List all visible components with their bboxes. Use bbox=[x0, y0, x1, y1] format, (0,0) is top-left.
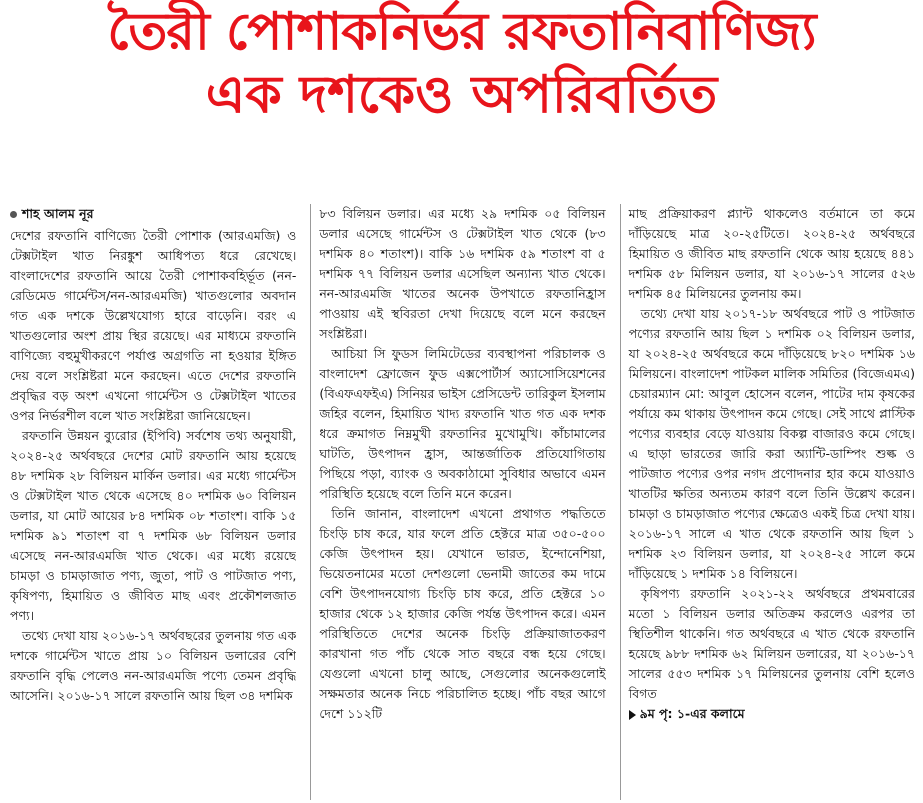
article-column-1 bbox=[10, 204, 296, 800]
author-name: শাহ আলম নূর bbox=[22, 206, 94, 221]
paragraph: ৮৩ বিলিয়ন ডলার। এর মধ্যে ২৯ দশমিক ০৫ বিলিয়ন ডলার এসেছে গার্মেন্টস ও টেক্সটাইল খাত থেকে (৮৩ দশমিক ৪০ শতাংশ)। বাকি ১৬ দশমিক ৫৯ শতাংশ বা ৫ দশমিক ৭৭ বিলিয়ন ডলার এসেছিল অন্যান্য খাত থেকে। নন-আরএমজি খাতের অনেক উপখাতে রফতানিহ্রাস পাওয়ায় এই স্থবিরতা দেখা দিয়েছে বলে মনে করছেন সংশ্লিষ্টরা। bbox=[319, 206, 606, 341]
bullet-icon bbox=[10, 211, 17, 218]
headline-line-1: তৈরী পোশাকনির্ভর রফতানিবাণিজ্য bbox=[107, 2, 816, 62]
article-body bbox=[10, 204, 915, 800]
headline bbox=[0, 4, 923, 124]
paragraph: আচিয়া সি ফুডস লিমিটেডের ব্যবস্থাপনা পরিচালক ও বাংলাদেশ ফ্রোজেন ফুড এক্সপোর্টার্স অ্যাসোসিয়েশনের (বিএফএফইএ) সিনিয়র ভাইস প্রেসিডেন্ট তারিকুল ইসলাম জহির বলেন, হিমায়িত খাদ্য রফতানি খাত গত এক দশক ধরে ক্রমাগত নিম্নমুখী রফতানির মুখোমুখি। কাঁচামালের ঘাটতি, উৎপাদন হ্রাস, আন্তর্জাতিক প্রতিযোগিতায় পিছিয়ে পড়া, ব্যাংক ও অবকাঠামো সুবিধার অভাবে এমন পরিস্থিতি হয়েছে বলে তিনি মনে করেন। bbox=[319, 346, 606, 501]
article-column-3 bbox=[620, 204, 915, 800]
paragraph: তথ্যে দেখা যায় ২০১৬-১৭ অর্থবছরের তুলনায় গত এক দশকে গার্মেন্টস খাতে প্রায় ১০ বিলিয়ন ডলারের বেশি রফতানি বৃদ্ধি পেলেও নন-আরএমজি পণ্যে তেমন প্রবৃদ্ধি আসেনি। ২০১৬-১৭ সালে রফতানি আয় ছিল ৩৪ দশমিক bbox=[10, 628, 297, 703]
continued-on-page bbox=[629, 704, 745, 724]
paragraph: রফতানি উন্নয়ন ব্যুরোর (ইপিবি) সর্বশেষ তথ্য অনুযায়ী, ২০২৪-২৫ অর্থবছরে দেশের মোট রফতানি আয় হয়েছে ৪৮ দশমিক ২৮ বিলিয়ন মার্কিন ডলার। এর মধ্যে গার্মেন্টস ও টেক্সটাইল খাত থেকে এসেছে ৪০ দশমিক ৬০ বিলিয়ন ডলার, যা মোট আয়ের ৮৪ দশমিক ০৮ শতাংশ। বাকি ১৫ দশমিক ৯১ শতাংশ বা ৭ দশমিক ৬৮ বিলিয়ন ডলার এসেছে নন-আরএমজি খাত থেকে। এর মধ্যে রয়েছে চামড়া ও চামড়াজাত পণ্য, জুতা, পাট ও পাটজাত পণ্য, কৃষিপণ্য, হিমায়িত ও জীবিত মাছ এবং প্রকৌশলজাত পণ্য। bbox=[10, 428, 297, 623]
paragraph: দেশের রফতানি বাণিজ্যে তৈরী পোশাক (আরএমজি) ও টেক্সটাইল খাত নিরঙ্কুশ আধিপত্য ধরে রেখেছে। বাংলাদেশের রফতানি আয়ে তৈরী পোশাকবহির্ভূত (নন-রেডিমেড গার্মেন্টস/নন-আরএমজি) খাতগুলোর অবদান গত এক দশকে উল্লেখযোগ্য হারে বাড়েনি। বরং এ খাতগুলোর অংশ প্রায় স্থির রয়েছে। এর মাধ্যমে রফতানি বাণিজ্যে বহুমুখীকরণে পর্যাপ্ত অগ্রগতি না হওয়ার ইঙ্গিত দেয় বলে সংশ্লিষ্টরা মনে করছেন। এতে দেশের রফতানি প্রবৃদ্ধির বড় অংশ এখনো গার্মেন্টস ও টেক্সটাইল খাতের ওপর নির্ভরশীল বলে খাত সংশ্লিষ্টরা জানিয়েছেন। bbox=[10, 228, 297, 423]
paragraph: মাছ প্রক্রিয়াকরণ প্ল্যান্ট থাকলেও বর্তমানে তা কমে দাঁড়িয়েছে মাত্র ২০-২৫টিতে। ২০২৪-২৫ অর্থবছরে হিমায়িত ও জীবিত মাছ রফতানি থেকে আয় হয়েছে ৪৪১ দশমিক ৫৮ মিলিয়ন ডলার, যা ২০১৬-১৭ সালের ৫২৬ দশমিক ৪৫ মিলিয়নের তুলনায় কম। bbox=[628, 206, 915, 301]
arrow-right-icon bbox=[629, 710, 636, 720]
paragraph: তথ্যে দেখা যায় ২০১৭-১৮ অর্থবছরে পাট ও পাটজাত পণ্যের রফতানি আয় ছিল ১ দশমিক ০২ বিলিয়ন ডলার, যা ২০২৪-২৫ অর্থবছরে কমে দাঁড়িয়েছে ৮২০ দশমিক ১৬ মিলিয়নে। বাংলাদেশ পাটকল মালিক সমিতির (বিজেএমএ) চেয়ারম্যান মো: আবুল হোসেন বলেন, পাটের দাম কৃষকের পর্যায়ে কম থাকায় উৎপাদন কমে গেছে। সেই সাথে প্লাস্টিক পণ্যের ব্যবহার বেড়ে যাওয়ায় বিকল্প বাজারও কমে গেছে। এ ছাড়া ভারতের জারি করা অ্যান্টি-ডাম্পিং শুল্ক ও পাটজাত পণ্যের ওপর নগদ প্রণোদনার হার কমে যাওয়াও খাতটির ক্ষতির অন্যতম কারণ বলে তিনি উল্লেখ করেন। চামড়া ও চামড়াজাত পণ্যের ক্ষেত্রেও একই চিত্র দেখা যায়। ২০১৬-১৭ সালে এ খাত থেকে রফতানি আয় ছিল ১ দশমিক ২৩ বিলিয়ন ডলার, যা ২০২৪-২৫ সালে কমে দাঁড়িয়েছে ১ দশমিক ১৪ বিলিয়নে। bbox=[628, 306, 915, 581]
paragraph: তিনি জানান, বাংলাদেশ এখনো প্রথাগত পদ্ধতিতে চিংড়ি চাষ করে, যার ফলে প্রতি হেক্টরে মাত্র ৩৫০-৫০০ কেজি উৎপাদন হয়। যেখানে ভারত, ইন্দোনেশিয়া, ভিয়েতনামের মতো দেশগুলো ভেনামী জাতের কম দামে বেশি উৎপাদনযোগ্য চিংড়ি চাষ করে, প্রতি হেক্টরে ১০ হাজার থেকে ১২ হাজার কেজি পর্যন্ত উৎপাদন করে। এমন পরিস্থিতিতে দেশের অনেক চিংড়ি প্রক্রিয়াজাতকরণ কারখানা গত পাঁচ থেকে সাত বছরে বন্ধ হয়ে গেছে। যেগুলো এখনো চালু আছে, সেগুলোর অনেকগুলোই সক্ষমতার অনেক নিচে পরিচালিত হচ্ছে। পাঁচ বছর আগে দেশে ১১২টি bbox=[319, 506, 606, 721]
byline bbox=[10, 204, 296, 224]
article-column-2 bbox=[310, 204, 605, 800]
headline-line-2: এক দশকেও অপরিবর্তিত bbox=[205, 65, 718, 126]
continued-label: ৯ম পৃ: ১-এর কলামে bbox=[639, 706, 745, 721]
paragraph: কৃষিপণ্য রফতানি ২০২১-২২ অর্থবছরে প্রথমবারের মতো ১ বিলিয়ন ডলার অতিক্রম করলেও এরপর তা স্থিতিশীল থাকেনি। গত অর্থবছরে এ খাত থেকে রফতানি হয়েছে ৯৮৮ দশমিক ৬২ মিলিয়ন ডলারের, যা ২০১৬-১৭ সালের ৫৫৩ দশমিক ১৭ মিলিয়নের তুলনায় বেশি হলেও বিগত bbox=[628, 586, 915, 701]
